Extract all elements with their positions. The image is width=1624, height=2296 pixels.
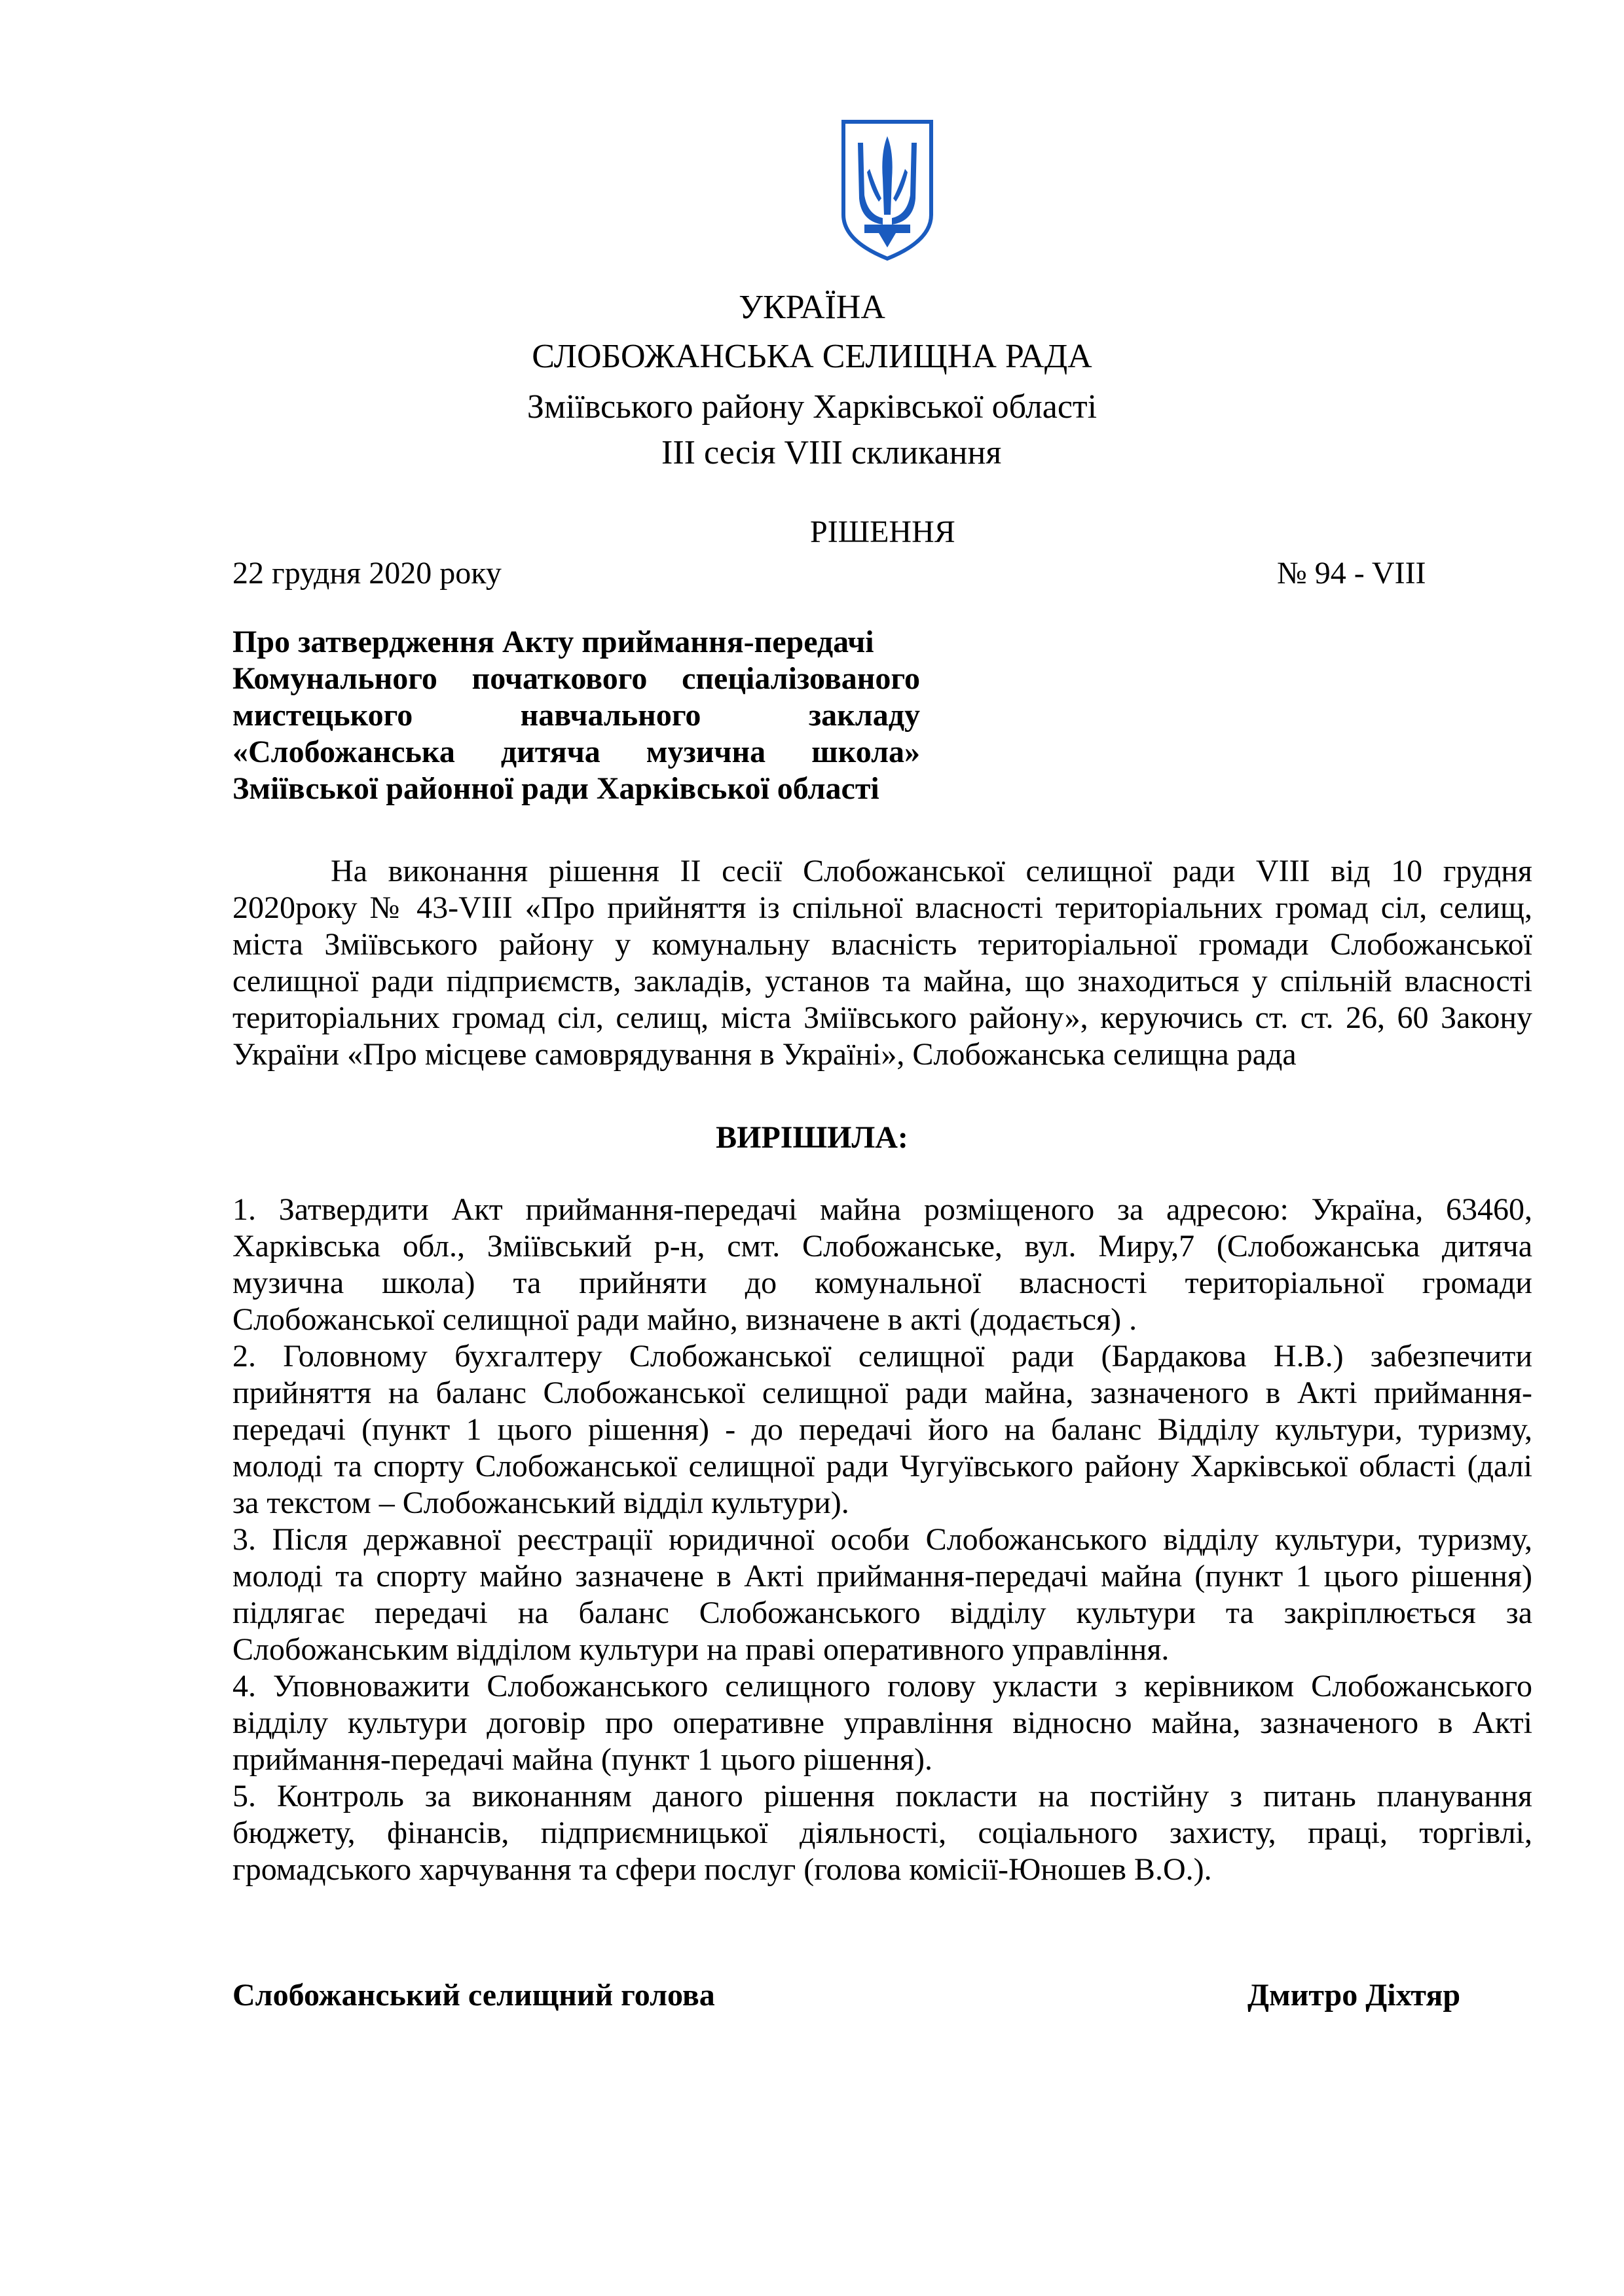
item-line: громадського харчування та сфери послуг (голова комісії-Юношев В.О.).: [232, 1852, 1212, 1887]
header-council: СЛОБОЖАНСЬКА СЕЛИЩНА РАДА: [532, 338, 1092, 375]
item-line: Слобожанським відділом культури на праві оперативного управління.: [232, 1632, 1170, 1667]
item-line: Слобожанської селищної ради майно, визначене в акті (додається) .: [232, 1302, 1137, 1337]
header-session: III сесія VIII скликання: [661, 434, 1002, 471]
title-line: «Слобожанська дитяча музична школа»: [232, 735, 920, 769]
title-line: Зміївської районної ради Харківської області: [232, 771, 879, 806]
title-line: мистецького навчального закладу: [232, 698, 920, 733]
preamble: [232, 853, 1532, 1073]
signature-position: Слобожанський селищний голова: [232, 1978, 715, 2013]
preamble-line: міста Зміївського району у комунальну власність територіальної громади Слобожанської: [232, 927, 1532, 962]
title-line: Про затвердження Акту приймання-передачі: [232, 625, 874, 659]
document-title: [232, 624, 920, 807]
item-line: 5. Контроль за виконанням даного рішення покласти на постійну з питань планування: [232, 1779, 1532, 1813]
item-line: за текстом – Слобожанський відділ культури).: [232, 1485, 849, 1520]
preamble-line: На виконання рішення ІІ сесії Слобожанської селищної ради VIII від 10 грудня: [331, 854, 1532, 888]
header-country: УКРАЇНА: [739, 289, 885, 326]
item-line: 1. Затвердити Акт приймання-передачі майна розміщеного за адресою: Україна, 63460,: [232, 1192, 1532, 1227]
signature-name: Дмитро Діхтяр: [1247, 1978, 1461, 2013]
title-line: Комунального початкового спеціалізованого: [232, 661, 920, 696]
item-line: молоді та спорту Слобожанської селищної ради Чугуївського району Харківської області (далі: [232, 1449, 1532, 1484]
item-line: приймання-передачі майна (пункт 1 цього рішення).: [232, 1742, 932, 1777]
item-line: прийняття на баланс Слобожанської селищної ради майна, зазначеного в Акті приймання-: [232, 1376, 1532, 1410]
resolved-heading: ВИРІШИЛА:: [716, 1120, 908, 1155]
preamble-line: територіальних громад сіл, селищ, міста Зміївського району», керуючись ст. ст. 26, 60 Закону: [232, 1000, 1532, 1035]
item-line: музична школа) та прийняти до комунальної власності територіальної громади: [232, 1266, 1532, 1300]
item-line: 3. Після державної реєстрації юридичної особи Слобожанського відділу культури, туризму,: [232, 1522, 1532, 1557]
item-line: 4. Уповноважити Слобожанського селищного голову укласти з керівником Слобожанського: [232, 1669, 1532, 1704]
document-number: № 94 - VIII: [1277, 556, 1426, 591]
document-type: РІШЕННЯ: [810, 515, 955, 549]
document-date: 22 грудня 2020 року: [232, 556, 502, 591]
header-district: Зміївського району Харківської області: [526, 388, 1098, 426]
item-line: передачі (пункт 1 цього рішення) - до передачі його на баланс Відділу культури, туризму,: [232, 1412, 1532, 1447]
preamble-line: України «Про місцеве самоврядування в Україні», Слобожанська селищна рада: [232, 1037, 1297, 1072]
item-line: відділу культури договір про оперативне управління відносно майна, зазначеного в Акті: [232, 1705, 1532, 1740]
item-1: [232, 1192, 1532, 1888]
preamble-line: 2020року № 43-VIII «Про прийняття із спільної власності територіальних громад сіл, селищ,: [232, 890, 1532, 925]
item-line: молоді та спорту майно зазначене в Акті приймання-передачі майна (пункт 1 цього рішення): [232, 1559, 1532, 1594]
item-line: підлягає передачі на баланс Слобожанського відділу культури та закріплюється за: [232, 1595, 1532, 1630]
item-line: бюджету, фінансів, підприємницької діяльності, соціального захисту, праці, торгівлі,: [232, 1815, 1532, 1850]
item-line: 2. Головному бухгалтеру Слобожанської селищної ради (Бардакова Н.В.) забезпечити: [232, 1339, 1532, 1374]
trident-emblem-icon: [838, 117, 936, 264]
preamble-line: селищної ради підприємств, закладів, установ та майна, що знаходиться у спільній власності: [232, 964, 1532, 998]
item-line: Харківська обл., Зміївський р-н, смт. Слобожанське, вул. Миру,7 (Слобожанська дитяча: [232, 1229, 1532, 1264]
